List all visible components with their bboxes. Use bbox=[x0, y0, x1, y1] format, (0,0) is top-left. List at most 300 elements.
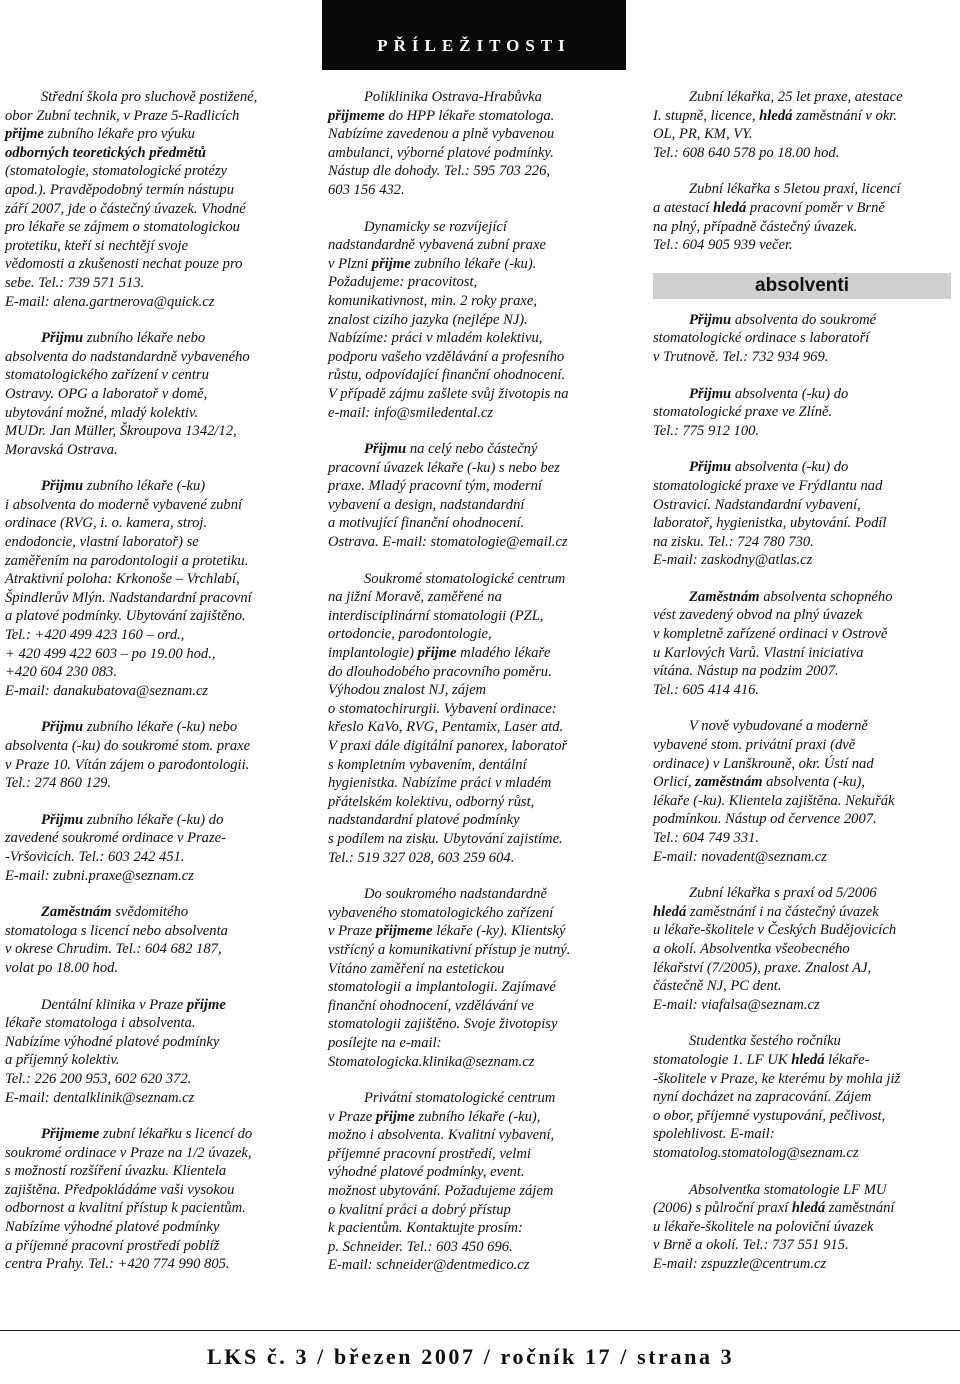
ad-text-run: Zubní lékařka s praxí od 5/2006 bbox=[689, 885, 877, 902]
ad-text-run: Tel.: 604 905 939 večer. bbox=[653, 237, 793, 254]
ad-text bbox=[5, 1125, 307, 1274]
classified-ad bbox=[653, 385, 953, 441]
ad-line bbox=[653, 1236, 953, 1255]
ad-text-run: Tel.: +420 499 423 160 – ord., bbox=[5, 627, 185, 644]
ad-line bbox=[5, 996, 307, 1015]
ad-line bbox=[328, 1201, 624, 1220]
ad-line bbox=[328, 107, 624, 126]
ad-text-run: lékaře (-ku). Klientela zajištěna. Nekuřák bbox=[653, 792, 895, 809]
ad-line bbox=[5, 366, 307, 385]
ad-text-run: na celý nebo částečný bbox=[406, 441, 538, 458]
ad-line bbox=[5, 441, 307, 460]
ad-line bbox=[5, 626, 307, 645]
page-footer bbox=[0, 1330, 960, 1384]
ad-line bbox=[653, 829, 953, 848]
ad-line bbox=[328, 144, 624, 163]
ad-line bbox=[328, 644, 624, 663]
ad-text-run: zubního lékaře (-ku), bbox=[414, 1108, 541, 1125]
ad-text-run: stomatologického zařízení v centru bbox=[5, 367, 209, 384]
ad-text-run: zubního lékaře (-ku). bbox=[410, 255, 537, 272]
ad-text-run: u lékaře-školitele na poloviční úvazek bbox=[653, 1218, 874, 1235]
ad-line bbox=[328, 960, 624, 979]
classified-ad bbox=[5, 903, 307, 977]
ad-line bbox=[5, 107, 307, 126]
ad-line bbox=[5, 1051, 307, 1070]
ad-keyword: Přijmu bbox=[41, 719, 84, 736]
ad-line bbox=[328, 941, 624, 960]
ad-line bbox=[653, 1144, 953, 1163]
ad-line bbox=[653, 533, 953, 552]
ad-text-run: Soukromé stomatologické centrum bbox=[364, 570, 566, 587]
footer-rule bbox=[0, 1330, 960, 1331]
ad-line bbox=[5, 1181, 307, 1200]
ad-text-run: MUDr. Jan Müller, Škroupova 1342/12, bbox=[5, 423, 237, 440]
ad-text bbox=[653, 311, 953, 367]
ad-line bbox=[5, 867, 307, 886]
ad-text-run: křeslo KaVo, RVG, Pentamix, Laser atd. bbox=[328, 719, 564, 736]
ad-text-run: vstřícný a komunikativní přístup je nutný. bbox=[328, 941, 571, 958]
ad-text-run: a motivující finanční ohodnocení. bbox=[328, 515, 525, 532]
classified-ad bbox=[5, 996, 307, 1108]
ad-text-run: možno i absolventa. Kvalitní vybavení, bbox=[328, 1127, 555, 1144]
ad-line bbox=[653, 1181, 953, 1200]
ad-line bbox=[328, 385, 624, 404]
ad-text-run: Tel.: 608 640 578 po 18.00 hod. bbox=[653, 144, 840, 161]
ad-keyword: přijme bbox=[186, 996, 226, 1013]
ad-text-run: E-mail: zubni.praxe@seznam.cz bbox=[5, 867, 194, 884]
classified-ad bbox=[5, 811, 307, 885]
ad-text-run: implantologie) bbox=[328, 645, 418, 662]
section-title: PŘÍLEŽITOSTI bbox=[377, 36, 571, 55]
ad-line bbox=[328, 1256, 624, 1275]
ad-line bbox=[328, 756, 624, 775]
ad-text-run: absolventa (-ku) do bbox=[731, 459, 849, 476]
ad-text-run: možnost ubytování. Požadujeme zájem bbox=[328, 1183, 554, 1200]
ad-line bbox=[5, 848, 307, 867]
ad-line bbox=[653, 717, 953, 736]
ad-text-run: i absolventa do moderně vybavené zubní bbox=[5, 496, 243, 513]
ad-text-run: (stomatologie, stomatologické protézy bbox=[5, 163, 227, 180]
classified-ad bbox=[328, 570, 624, 868]
ad-text-run: v Praze bbox=[328, 923, 376, 940]
ad-keyword: Zaměstnám bbox=[689, 588, 760, 605]
ad-line bbox=[653, 180, 953, 199]
ad-text-run: pracovní úvazek lékaře (-ku) s nebo bez bbox=[328, 459, 560, 476]
ad-text-run: Střední škola pro sluchově postižené, bbox=[41, 89, 258, 105]
ad-line bbox=[5, 774, 307, 793]
ad-line bbox=[5, 829, 307, 848]
ad-text bbox=[5, 718, 307, 792]
ad-keyword: Přijmu bbox=[689, 385, 732, 402]
ad-keyword: Zaměstnám bbox=[41, 904, 112, 921]
ad-line bbox=[653, 959, 953, 978]
ad-line bbox=[5, 1033, 307, 1052]
ad-text bbox=[653, 88, 953, 162]
ad-text-run: endodoncie, vlastní laboratoř) se bbox=[5, 534, 199, 551]
ad-line bbox=[653, 996, 953, 1015]
ad-line bbox=[5, 1089, 307, 1108]
ad-text bbox=[653, 588, 953, 700]
ad-text-run: o kvalitní práci a dobrý přístup bbox=[328, 1201, 511, 1218]
ad-text bbox=[5, 477, 307, 700]
ad-line bbox=[328, 700, 624, 719]
ad-text-run: Zubní lékařka s 5letou praxí, licencí bbox=[689, 181, 901, 198]
classified-ad bbox=[653, 180, 953, 254]
ad-text bbox=[5, 329, 307, 459]
ad-line bbox=[328, 1219, 624, 1238]
ad-text-run: Ostravicí. Nadstandardní vybavení, bbox=[653, 496, 861, 513]
ad-text-run: ordinace) v Lanškrouně, okr. Ústí nad bbox=[653, 755, 874, 772]
classified-ad bbox=[328, 440, 624, 552]
ad-line bbox=[328, 440, 624, 459]
ad-text-run: Ostrava. E-mail: stomatologie@email.cz bbox=[328, 534, 568, 551]
ad-text-run: soukromé ordinace v Praze na 1/2 úvazek, bbox=[5, 1144, 252, 1161]
ad-text-run: + 420 499 422 603 – po 19.00 hod., bbox=[5, 645, 216, 662]
classified-ad bbox=[328, 885, 624, 1071]
ad-text-run: nadstandardní platové podmínky bbox=[328, 812, 520, 829]
ad-line bbox=[5, 1125, 307, 1144]
ad-line bbox=[5, 237, 307, 256]
ad-line bbox=[328, 88, 624, 107]
classified-ad bbox=[653, 311, 953, 367]
ad-text bbox=[653, 1032, 953, 1162]
ad-line bbox=[5, 922, 307, 941]
ad-text-run: Špindlerův Mlýn. Nadstandardní pracovní bbox=[5, 589, 252, 606]
ad-text-run: absolventa schopného bbox=[759, 588, 893, 605]
ad-line bbox=[653, 903, 953, 922]
ad-line bbox=[653, 107, 953, 126]
ad-line bbox=[653, 736, 953, 755]
ad-line bbox=[5, 329, 307, 348]
ad-text-run: Výhodou znalost NJ, zájem bbox=[328, 682, 487, 699]
ad-text-run: k pacientům. Kontaktujte prosím: bbox=[328, 1220, 523, 1237]
column-left bbox=[5, 88, 307, 1292]
ad-text-run: zaměstnání i na částečný úvazek bbox=[686, 903, 879, 920]
ad-text-run: zubní lékařku s licencí do bbox=[99, 1126, 253, 1143]
ad-text-run: Tel.: 519 327 028, 603 259 604. bbox=[328, 849, 515, 866]
ad-text-run: zubního lékaře nebo bbox=[83, 330, 206, 347]
ad-text-run: Moravská Ostrava. bbox=[5, 441, 118, 458]
ad-text-run: Nabízíme zavedenou a plně vybavenou bbox=[328, 126, 555, 143]
ad-text-run: stomatologické ordinace s laboratoří bbox=[653, 330, 870, 347]
ad-text-run: volat po 18.00 hod. bbox=[5, 959, 119, 976]
ad-text-run: stomatologii zajištěno. Svoje životopisy bbox=[328, 1016, 558, 1033]
ad-text bbox=[5, 996, 307, 1108]
ad-line bbox=[328, 811, 624, 830]
ad-text-run: Privátní stomatologické centrum bbox=[364, 1090, 556, 1107]
ad-line bbox=[653, 125, 953, 144]
ad-text-run: Požadujeme: pracovitost, bbox=[328, 274, 478, 291]
ad-line bbox=[5, 737, 307, 756]
ad-text-run: Vítáno zaměření na estetickou bbox=[328, 960, 505, 977]
ad-text-run: v Plzni bbox=[328, 255, 372, 272]
ad-line bbox=[328, 1163, 624, 1182]
ad-keyword: hledá bbox=[791, 1200, 826, 1217]
ad-text-run: a atestací bbox=[653, 199, 713, 216]
section-header bbox=[322, 0, 626, 70]
ad-text-run: v kompletně zařízené ordinaci v Ostrově bbox=[653, 626, 888, 643]
ad-text-run: mladého lékaře bbox=[456, 645, 551, 662]
ad-text-run: do dlouhodobého pracovního poměru. bbox=[328, 663, 552, 680]
classified-ad bbox=[5, 718, 307, 792]
ad-text-run: Tel.: 274 860 129. bbox=[5, 775, 112, 792]
ad-line bbox=[5, 88, 307, 107]
ad-text bbox=[328, 88, 624, 200]
ad-line bbox=[328, 570, 624, 589]
ad-line bbox=[5, 144, 307, 163]
ad-text-run: na zisku. Tel.: 724 780 730. bbox=[653, 533, 814, 550]
ad-text-run: posílejte na e-mail: bbox=[328, 1034, 442, 1051]
ad-text-run: podporu vašeho vzdělávání a profesního bbox=[328, 348, 565, 365]
ad-keyword: hledá bbox=[759, 107, 793, 124]
ad-text bbox=[653, 180, 953, 254]
ad-text-run: E-mail: viafalsa@seznam.cz bbox=[653, 996, 820, 1013]
ad-text bbox=[328, 440, 624, 552]
ad-line bbox=[328, 607, 624, 626]
ad-line bbox=[328, 496, 624, 515]
ad-text-run: zaměstnání v okr. bbox=[792, 107, 898, 124]
ad-text-run: OL, PR, KM, VY. bbox=[653, 126, 753, 143]
ad-text-run: absolventa do nadstandardně vybaveného bbox=[5, 348, 250, 365]
ad-line bbox=[328, 885, 624, 904]
ad-text-run: E-mail: schneider@dentmedico.cz bbox=[328, 1257, 530, 1274]
ad-line bbox=[328, 181, 624, 200]
ad-text-run: zavedené soukromé ordinace v Praze- bbox=[5, 830, 226, 847]
ad-keyword: Přijmu bbox=[41, 330, 84, 347]
ad-line bbox=[653, 329, 953, 348]
ad-text-run: u lékaře-školitele v Českých Budějovicích bbox=[653, 922, 897, 939]
ad-line bbox=[5, 682, 307, 701]
ad-line bbox=[328, 997, 624, 1016]
ad-text-run: E-mail: novadent@seznam.cz bbox=[653, 848, 827, 865]
ad-text-run: přátelském kolektivu, odborný růst, bbox=[328, 793, 535, 810]
ad-text-run: -Vršovicích. Tel.: 603 242 451. bbox=[5, 848, 185, 865]
ad-line bbox=[653, 477, 953, 496]
classified-ad bbox=[653, 1181, 953, 1274]
ad-text-run: interdisciplinární stomatologii (PZL, bbox=[328, 607, 544, 624]
ad-keyword: odborných teoretických předmětů bbox=[5, 144, 207, 161]
ad-text-run: Tel.: 605 414 416. bbox=[653, 681, 760, 698]
ad-text-run: Tel.: 226 200 953, 602 620 372. bbox=[5, 1070, 192, 1087]
ad-text-run: absolventa do soukromé bbox=[731, 311, 877, 328]
ad-text bbox=[653, 385, 953, 441]
ad-line bbox=[653, 218, 953, 237]
ad-text-run: znalost cizího jazyka (nejlépe NJ). bbox=[328, 311, 528, 328]
ad-text-run: obor Zubní technik, v Praze 5-Radlicích bbox=[5, 107, 240, 124]
ad-line bbox=[653, 88, 953, 107]
ad-text-run: E-mail: alena.gartnerova@quick.cz bbox=[5, 293, 215, 310]
ad-text-run: vědomosti a zkušenosti nechat pouze pro bbox=[5, 256, 243, 273]
ad-text-run: nyní docházet na zapracování. Zájem bbox=[653, 1089, 872, 1106]
ad-text-run: E-mail: zaskodny@atlas.cz bbox=[653, 552, 813, 569]
classified-ad bbox=[653, 717, 953, 866]
ad-text bbox=[5, 88, 307, 311]
ad-text-run: vítána. Nástup na podzim 2007. bbox=[653, 663, 839, 680]
ad-line bbox=[653, 810, 953, 829]
ad-text-run: ambulanci, výborné platové podmínky. bbox=[328, 144, 554, 161]
ad-keyword: přijme bbox=[375, 1108, 415, 1125]
column-right bbox=[653, 88, 953, 1291]
ad-text-run: Atraktivní poloha: Krkonoše – Vrchlabí, bbox=[5, 571, 240, 588]
ad-keyword: Přijmu bbox=[689, 459, 732, 476]
ad-text-run: v Brně a okolí. Tel.: 737 551 915. bbox=[653, 1237, 849, 1254]
ad-line bbox=[5, 1144, 307, 1163]
ad-text-run: s kompletním vybavením, dentální bbox=[328, 756, 527, 773]
ad-keyword: Přijmu bbox=[41, 478, 84, 495]
ad-text-run: zubního lékaře (-ku) do bbox=[83, 811, 224, 828]
ad-line bbox=[328, 477, 624, 496]
ad-line bbox=[328, 1145, 624, 1164]
ad-line bbox=[5, 570, 307, 589]
classified-ad bbox=[5, 1125, 307, 1274]
ad-line bbox=[5, 645, 307, 664]
ad-line bbox=[5, 1218, 307, 1237]
ad-keyword: hledá bbox=[713, 199, 747, 216]
ad-text-run: stomatologii a implantologii. Zajímavé bbox=[328, 979, 556, 996]
ad-text-run: nadstandardně vybavená zubní praxe bbox=[328, 237, 546, 254]
ad-text-run: v Trutnově. Tel.: 732 934 969. bbox=[653, 348, 829, 365]
ad-keyword: přijme bbox=[5, 126, 44, 143]
ad-text-run: u Karlových Varů. Vlastní iniciativa bbox=[653, 644, 864, 661]
ad-text-run: Studentka šestého ročníku bbox=[689, 1033, 841, 1050]
ad-line bbox=[5, 218, 307, 237]
classified-ad bbox=[5, 329, 307, 459]
ad-text-run: vybaveného stomatologického zařízení bbox=[328, 904, 554, 921]
ad-line bbox=[5, 589, 307, 608]
ad-text-run: 603 156 432. bbox=[328, 181, 405, 198]
ad-text bbox=[653, 458, 953, 570]
classified-ad bbox=[653, 88, 953, 162]
ad-text-run: zubního lékaře pro výuku bbox=[43, 126, 195, 143]
ad-line bbox=[328, 718, 624, 737]
ad-line bbox=[5, 718, 307, 737]
ad-text-run: podmínkou. Nástup od července 2007. bbox=[653, 811, 877, 828]
ad-line bbox=[328, 1238, 624, 1257]
ad-line bbox=[328, 1015, 624, 1034]
ad-text-run: ordinace (RVG, i. o. kamera, stroj. bbox=[5, 515, 208, 532]
ad-line bbox=[5, 1237, 307, 1256]
classified-ad bbox=[328, 218, 624, 423]
ad-text-run: hygienistka. Nabízíme práci v mladém bbox=[328, 775, 552, 792]
ad-text-run: vést zavedený obvod na plný úvazek bbox=[653, 607, 863, 624]
ad-text-run: E-mail: zspuzzle@centrum.cz bbox=[653, 1255, 827, 1272]
ad-text-run: -školitele v Praze, ke kterému by mohla již bbox=[653, 1070, 901, 1087]
ad-text bbox=[328, 570, 624, 868]
ad-text bbox=[653, 717, 953, 866]
ad-text-run: stomatologické praxe ve Zlíně. bbox=[653, 404, 833, 421]
ad-line bbox=[328, 329, 624, 348]
ad-keyword: hledá bbox=[791, 1051, 825, 1068]
ad-text-run: +420 604 230 083. bbox=[5, 664, 118, 681]
ad-line bbox=[328, 904, 624, 923]
ad-text-run: s podílem na zisku. Ubytování zajistíme. bbox=[328, 830, 563, 847]
ad-text-run: a okolí. Absolventka všeobecného bbox=[653, 940, 850, 957]
ad-line bbox=[328, 793, 624, 812]
ad-line bbox=[653, 1088, 953, 1107]
ad-text-run: Nabízíme výhodné platové podmínky bbox=[5, 1033, 220, 1050]
ad-text-run: V případě zájmu zašlete svůj životopis na bbox=[328, 385, 569, 402]
ad-text-run: Ostravy. OPG a laboratoř v domě, bbox=[5, 385, 208, 402]
ad-line bbox=[5, 811, 307, 830]
ad-text-run: Do soukromého nadstandardně bbox=[364, 886, 547, 903]
ad-text-run: E-mail: danakubatova@seznam.cz bbox=[5, 682, 209, 699]
ad-text-run: finanční ohodnocení, vzdělávání ve bbox=[328, 997, 534, 1014]
ad-keyword: Přijmu bbox=[689, 311, 732, 328]
ad-line bbox=[653, 403, 953, 422]
ad-text-run: zaměřením na parodontologii a protetiku. bbox=[5, 552, 249, 569]
ad-text-run: Absolventka stomatologie LF MU bbox=[689, 1181, 887, 1198]
ad-line bbox=[653, 422, 953, 441]
ad-line bbox=[653, 884, 953, 903]
ad-text-run: a příjemný kolektiv. bbox=[5, 1052, 120, 1069]
classified-ad bbox=[653, 588, 953, 700]
ad-text-run: Tel.: 775 912 100. bbox=[653, 422, 760, 439]
ad-line bbox=[653, 385, 953, 404]
ad-line bbox=[328, 533, 624, 552]
ad-text-run: V praxi dále digitální panorex, laboratoř bbox=[328, 738, 568, 754]
ad-line bbox=[328, 830, 624, 849]
ad-line bbox=[5, 404, 307, 423]
ad-line bbox=[653, 311, 953, 330]
ad-line bbox=[328, 1182, 624, 1201]
ad-text-run: centra Prahy. Tel.: +420 774 990 805. bbox=[5, 1256, 230, 1273]
ad-text-run: Zubní lékařka, 25 let praxe, atestace bbox=[689, 89, 903, 105]
ad-text-run: v Praze 10. Vítán zájem o parodontologii. bbox=[5, 756, 250, 773]
ad-text-run: e-mail: info@smiledental.cz bbox=[328, 404, 494, 421]
ad-line bbox=[653, 755, 953, 774]
ad-line bbox=[5, 1255, 307, 1274]
ad-line bbox=[653, 848, 953, 867]
classified-ad bbox=[653, 1032, 953, 1162]
ad-line bbox=[5, 200, 307, 219]
ad-line bbox=[5, 181, 307, 200]
ad-line bbox=[328, 1089, 624, 1108]
ad-text-run: lékařství (7/2005), praxe. Znalost AJ, bbox=[653, 959, 872, 976]
section-heading: absolventi bbox=[653, 273, 951, 299]
ad-line bbox=[5, 1199, 307, 1218]
ad-line bbox=[328, 849, 624, 868]
ad-text-run: stomatologické praxe ve Frýdlantu nad bbox=[653, 477, 883, 494]
ad-text-run: komunikativnost, min. 2 roky praxe, bbox=[328, 292, 537, 309]
ad-line bbox=[5, 903, 307, 922]
footer-text: LKS č. 3 / březen 2007 / ročník 17 / strana 3 bbox=[207, 1344, 735, 1369]
ad-text-run: pracovní poměr v Brně bbox=[746, 199, 885, 216]
ad-line bbox=[5, 959, 307, 978]
ad-line bbox=[653, 199, 953, 218]
ad-line bbox=[653, 1032, 953, 1051]
ad-line bbox=[5, 385, 307, 404]
ad-keyword: přijme bbox=[417, 645, 457, 662]
ad-line bbox=[5, 422, 307, 441]
ad-text bbox=[5, 903, 307, 977]
ad-line bbox=[653, 662, 953, 681]
ad-text-run: absolventa (-ku), bbox=[762, 774, 866, 791]
ad-line bbox=[653, 496, 953, 515]
ad-text-run: Poliklinika Ostrava-Hrabůvka bbox=[364, 89, 542, 105]
ad-line bbox=[5, 162, 307, 181]
ad-line bbox=[328, 162, 624, 181]
classified-ad bbox=[328, 1089, 624, 1275]
ad-text-run: zajištěna. Předpokládáme vaši vysokou bbox=[5, 1181, 235, 1198]
ad-line bbox=[653, 551, 953, 570]
ad-line bbox=[653, 1070, 953, 1089]
ad-text-run: Stomatologicka.klinika@seznam.cz bbox=[328, 1053, 535, 1070]
ad-text-run: absolventa (-ku) do bbox=[731, 385, 849, 402]
ad-text-run: výhodné platové podmínky, event. bbox=[328, 1164, 525, 1181]
ad-line bbox=[328, 1108, 624, 1127]
ad-line bbox=[653, 458, 953, 477]
ad-line bbox=[5, 1014, 307, 1033]
